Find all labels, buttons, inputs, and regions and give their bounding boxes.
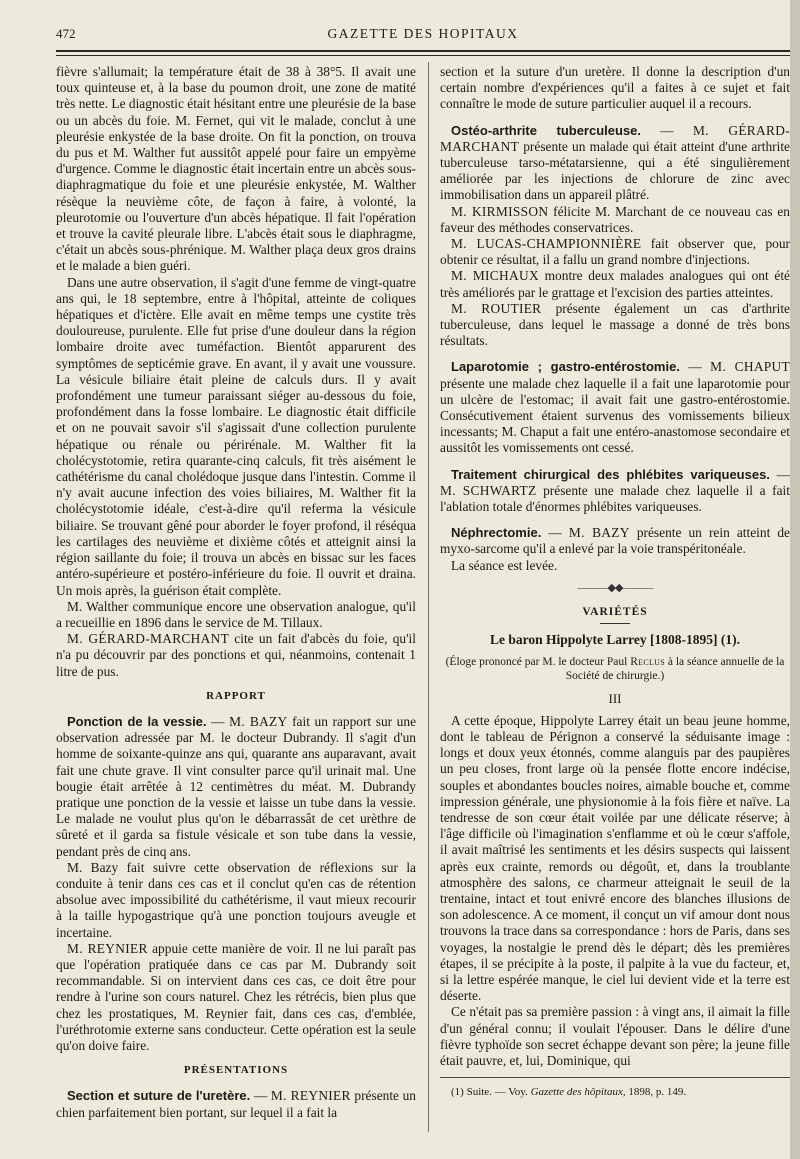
footnote-text: (1) Suite. — Voy.	[451, 1086, 528, 1099]
section-heading-varietes: VARIÉTÉS	[582, 606, 648, 619]
right-column	[440, 64, 790, 1100]
topic-title: Néphrectomie.	[451, 525, 542, 541]
footnote-rule	[440, 1077, 790, 1078]
footnote	[440, 1084, 790, 1100]
paragraph	[440, 359, 790, 456]
paragraph: fièvre s'allumait; la température était de 38 à 38°5. Il avait une toux quinteuse et, à la base du poumon droit, une zone de matité très nette. Le diagnostic était hésitant entre une pleurésie de la base ou un abcès du foie. M. Fernet, qui vit le malade, conclut à une pleurésie enkystée de la base droite. On fit la ponction, on trouva du pus et M. Walther fut aussitôt appelé pour faire un empyème d'urgence. Comme le diagnostic était incertain entre un abcès sous-diaphragmatique du foie et une pleurésie enkystée, M. Walther résèque la neuvième côte, de façon à faire, à volonté, la pleurotomie ou l'ouverture d'un abcès hépatique. Il fait l'opération et trouve la cavité pleurale libre. L'abcès était sous le diaphragme, c'était un abcès sous-phrénique. M. Walther plaça deux gros drains et le malade a bien guéri.	[56, 64, 416, 274]
paragraph-text: présente également un cas d'arthrite tuberculeuse, dans lequel le massage a donné de très bons résultats.	[440, 300, 790, 349]
speaker-name: M. GÉRARD-MARCHANT	[67, 631, 230, 647]
topic-title: Ostéo-arthrite tuberculeuse.	[451, 122, 642, 138]
paragraph: Dans une autre observation, il s'agit d'une femme de vingt-quatre ans qui, le 18 septembre, entre à l'hôpital, atteinte de coliques hépatiques et d'ictère. Elle avait en même temps une cystite très douloureuse, purulente. Elle fut prise d'une douleur dans la région lombaire droite avec tuméfaction. Bientôt apparurent des symptômes de septicémie grave. En avant, il y avait une voussure. La vésicule biliaire était pleine de calculs durs. Il y avait profondément une tumeur paraissant siéger au-dessous du foie, profondément dans la fosse lombaire. Le diagnostic était difficile et on ne pouvait savoir s'il s'agissait d'une collection purulente hépatique ou rénale ou périrénale. M. Walther fit la cholécystotomie, retira quarante-cinq calculs, fit très aisément le cathétérisme du canal cholédoque jusque dans l'intestin. Comme il n'y avait aucune infection des voies biliaires, M. Walther fit la cholécystotomie idéale, c'est-à-dire qu'il referma la vésicule biliaire. Se trouvant gêné pour aborder le foyer profond, il réséqua les cartilages des neuvième et dixième côtés et atteignit ainsi la région saillante du foie; il trouva un abcès en bissac sur les faces antéro-supérieure et postéro-inférieure du foie. Il ouvrit et draina. Un mois après, la guérison était complète.	[56, 274, 416, 598]
topic-title: Traitement chirurgical des phlébites variqueuses.	[451, 466, 770, 482]
header-rule-thick	[56, 50, 790, 52]
paragraph: section et la suture d'un uretère. Il donne la description d'un certain nombre d'expériences qu'il a faites à ce sujet et fait connaître le mode de suture particulier auquel il a recours.	[440, 64, 790, 112]
dash: —	[776, 466, 790, 482]
paragraph-text: présente une malade chez laquelle il a fait l'ablation totale d'énormes phlébites variqueuses.	[440, 482, 790, 515]
journal-title: GAZETTE DES HOPITAUX	[327, 26, 519, 41]
paragraph	[440, 268, 790, 300]
paragraph-text: présente un chien parfaitement bien portant, sur lequel il a fait la	[56, 1088, 416, 1120]
header-rule-thin	[56, 55, 790, 56]
column-divider	[428, 62, 429, 1132]
page-edge	[790, 0, 800, 1159]
article-title: Le baron Hippolyte Larrey [1808-1895] (1).	[490, 632, 740, 648]
short-rule	[600, 623, 630, 624]
paragraph-text: appuie cette manière de voir. Il ne lui paraît pas que l'opération pratiquée dans ce cas par M. Dubrandy soit recommandable. Si on intervient dans ces cas, ce doit être pour rendre à l'urine son cours naturel. Chez les rétrécis, bien plus que chez les prostatiques, M. Reynier fait, dans ces cas, d'emblée, l'uréthrotomie externe sans conducteur. Cette opération est la seule qu'on doive faire.	[56, 940, 416, 1053]
paragraph-text: montre deux malades analogues qui ont été très améliorés par le grattage et l'excision des parties atteintes.	[440, 268, 790, 300]
paragraph-text: fait un rapport sur une observation adressée par M. le docteur Dubrandy. Il s'agit d'un homme de soixante-quinze ans qui, quarante ans auparavant, avait fait une chute grave. Il vint consulter parce qu'il urinait mal. Une bougie était arrêtée à 12 centimètres du méat. M. Dubrandy pratique une ponction de la vessie et laisse un tube dans la vessie. Le malade ne voulut plus qu'on le débarrassât de cet urèthre de sûreté et il garda sa fistule vésicale et son tube dans la vessie, pendant près de cinq ans.	[56, 713, 417, 859]
paragraph: La séance est levée.	[451, 557, 558, 573]
speaker-name: M. MICHAUX	[451, 268, 539, 284]
paragraph	[56, 631, 416, 680]
page-number: 472	[56, 26, 76, 41]
speaker-name: M. BAZY	[229, 713, 288, 729]
speaker-name: M. SCHWARTZ	[440, 482, 537, 498]
subtitle-text: (Éloge prononcé par M. le docteur Paul	[445, 655, 628, 668]
speaker-name: M. REYNIER	[270, 1088, 351, 1104]
paragraph	[440, 204, 790, 236]
paragraph	[56, 714, 416, 860]
paragraph-text: présente un malade qui était atteint d'une arthrite tuberculeuse tarso-métatarsienne, qui a été singulièrement améliorée par les injections de chlorure de zinc avec immobilisation dans un appareil plâtré.	[440, 138, 790, 203]
article-subtitle	[440, 655, 790, 683]
speaker-name: M. GÉRARD-MARCHANT	[440, 122, 790, 154]
topic-title: Ponction de la vessie.	[67, 713, 207, 729]
part-number: III	[608, 690, 622, 706]
left-column	[56, 64, 416, 1121]
speaker-name: M. ROUTIER	[451, 300, 542, 316]
paragraph-text: présente un rein atteint de myxo-sarcome qu'il a enlevé par la voie transpéritonéale.	[440, 525, 790, 557]
paragraph: M. Bazy fait suivre cette observation de réflexions sur la conduite à tenir dans ces cas et il conclut qu'en cas de rétention absolue avec impossibilité du cathétérisme, il vaut mieux recourir à la taille hypogastrique qu'à une ponction toujours aveugle et incertaine.	[56, 859, 416, 940]
page-header	[56, 26, 790, 48]
paragraph-text: fait observer que, pour obtenir ce résultat, il a fallu un grand nombre d'injections.	[440, 236, 791, 268]
paragraph	[440, 301, 790, 350]
paragraph: Ce n'était pas sa première passion : à vingt ans, il aimait la fille d'un général connu; il voulait l'épouser. Dans le délire d'une fièvre typhoïde son secret échappe devant son père; la jeune fille était pauvre, et, lui, Dominique, qui	[440, 1004, 790, 1068]
footnote-text: 1898, p. 149.	[628, 1086, 687, 1099]
paragraph-text: présente une malade chez laquelle il a fait une laparotomie pour un ulcère de l'estomac; il avait fait une gastro-entérostomie. Consécutivement étaient survenus des vomissements bilieux incessants; M. Chaput a fait une entéro-anastomose secondaire et aussitôt les vomissements ont cessé.	[440, 375, 790, 456]
dash: —	[548, 525, 562, 541]
paragraph	[56, 1088, 416, 1120]
topic-title: Laparotomie ; gastro-entérostomie.	[451, 359, 680, 375]
subtitle-text: à la séance annuelle de la Société de chirurgie.)	[565, 655, 785, 682]
paragraph	[440, 525, 790, 557]
paragraph: A cette époque, Hippolyte Larrey était un beau jeune homme, dont le tableau de Pérignon a conservé la séduisante image : longs et doux yeux étonnés, comme alanguis par des paupières un peu closes, front large où la pensée flotte encore indécise, souples et abondantes boucles noires, aimable bouche et, comme impression générale, une physionomie à la fois fière et naïve. La tendresse de son cœur était voilée par une délicate réserve; à l'âge difficile où l'imagination s'enflamme et où le cœur s'affole, il avait maîtrisé les sentiments et les désirs suspects qui laissent après eux crainte, remords ou dégoût, et, dans la troublante atmosphère des salons, ce charmeur atteignait le seuil de la trentaine, intact et tout enivré encore des blanches illusions de son adolescence. A ce moment, il conçut un vif amour dont nous trouvons la trace dans sa correspondance : hors de Paris, dans ses voyages, la nostalgie le prend dès le départ; dès les premières étapes, il se précipite à la poste, il palpite à la vue du facteur, et, si la lettre espérée manque, le ciel lui devient vide et la terre est déserte.	[440, 712, 790, 1004]
speaker-name: M. LUCAS-CHAMPIONNIÈRE	[451, 236, 642, 252]
paragraph	[440, 236, 790, 268]
speaker-name: M. REYNIER	[67, 940, 148, 956]
dash: —	[660, 122, 674, 138]
paragraph-text: félicite M. Marchant de ce nouveau cas en faveur des méthodes conservatrices.	[440, 203, 790, 235]
paragraph: M. Walther communique encore une observation analogue, qu'il a recueillie en 1896 dans le service de M. Tillaux.	[56, 598, 416, 630]
paragraph	[440, 467, 790, 516]
speaker-name: M. KIRMISSON	[451, 203, 549, 219]
footnote-journal: Gazette des hôpitaux,	[530, 1086, 626, 1099]
section-heading-rapport: RAPPORT	[206, 689, 266, 702]
section-ornament: ———◆◆———	[577, 581, 653, 594]
dash: —	[688, 359, 702, 375]
paragraph	[56, 941, 416, 1054]
dash: —	[253, 1088, 268, 1104]
section-heading-presentations: PRÉSENTATIONS	[183, 1064, 289, 1077]
dash: —	[211, 713, 225, 729]
paragraph	[440, 123, 790, 204]
speaker-name: M. BAZY	[568, 525, 630, 541]
speaker-name: M. CHAPUT	[710, 359, 791, 375]
topic-title: Section et suture de l'uretère.	[67, 1088, 251, 1104]
paragraph-text: cite un fait d'abcès du foie, qu'il n'a pu découvrir par des ponctions et qui, néanmoins, contenait 1 litre de pus.	[56, 631, 416, 679]
author-name: Reclus	[630, 655, 665, 668]
